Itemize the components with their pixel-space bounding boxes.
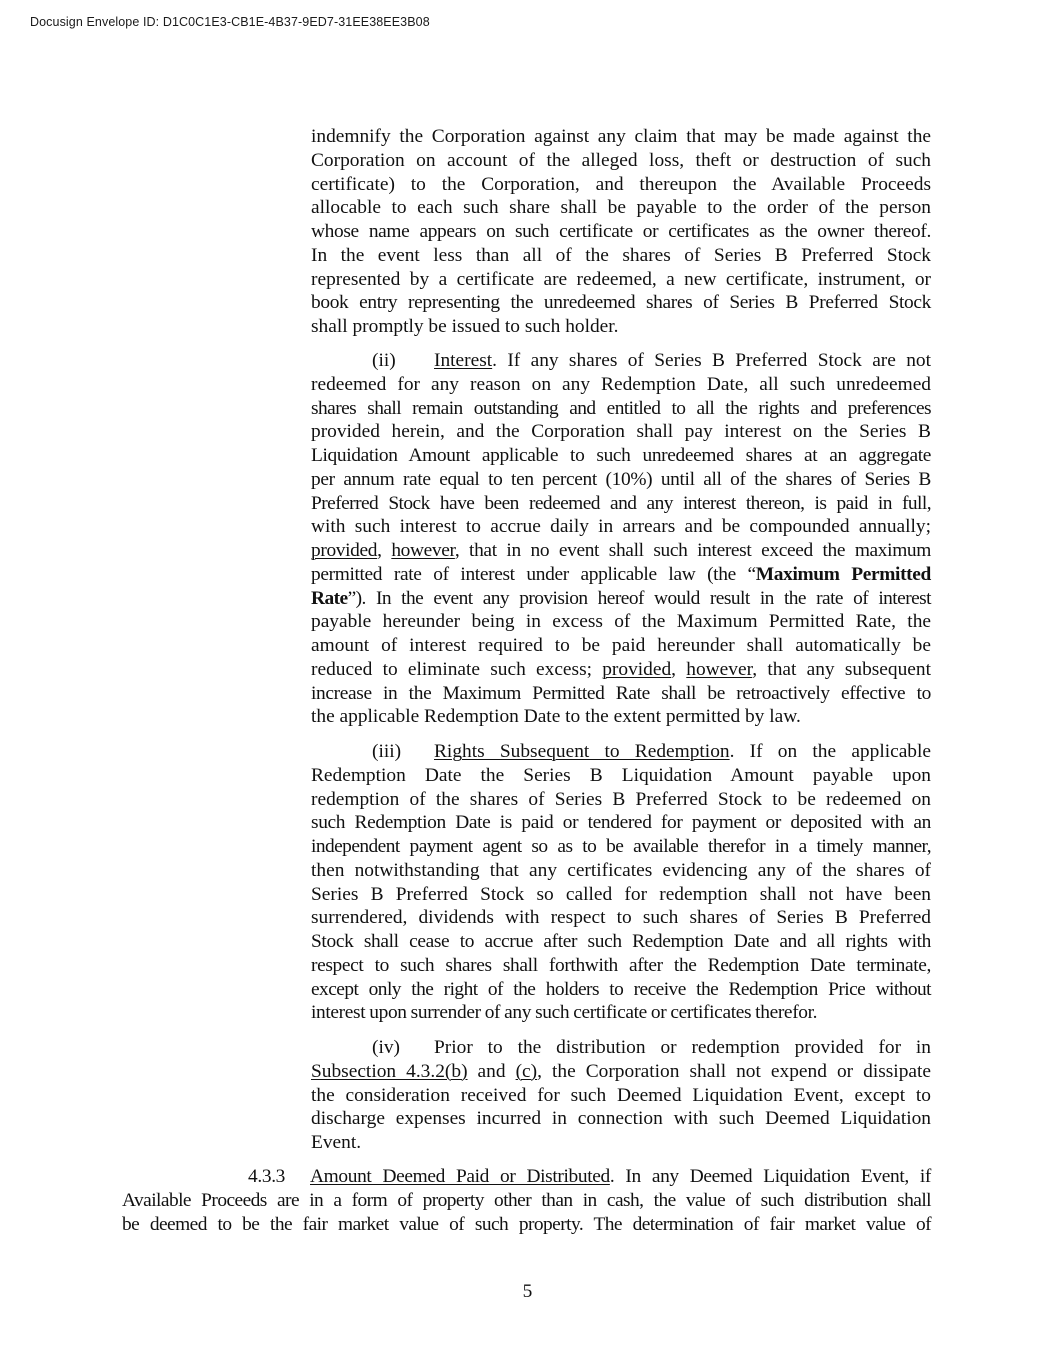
text-fragment: and <box>467 1060 516 1082</box>
item-number: (iv) <box>372 1037 400 1058</box>
text-line: Event. <box>311 1132 362 1153</box>
text-line <box>311 539 931 563</box>
text-line: shares shall remain outstanding and entitled to all the rights and preferences <box>311 397 931 419</box>
text-line: such Redemption Date is paid or tendered for payment or deposited with an <box>311 812 931 834</box>
text-line <box>311 587 931 611</box>
defined-term-however: however <box>391 540 455 561</box>
defined-term-provided: provided <box>602 658 672 680</box>
text-line: independent payment agent so as to be available therefor in a timely manner, <box>311 836 931 857</box>
text-line <box>122 1165 931 1189</box>
text-fragment: Prior to the distribution or redemption provided for in <box>434 1037 931 1058</box>
envelope-id-header: Docusign Envelope ID: D1C0C1E3-CB1E-4B37-9ED7-31EE38EE3B08 <box>30 15 430 29</box>
text-line: provided herein, and the Corporation shall pay interest on the Series B <box>311 421 931 443</box>
text-line: Preferred Stock have been redeemed and any interest thereon, is paid in full, <box>311 492 931 514</box>
text-line: Corporation on account of the alleged loss, theft or destruction of such <box>311 149 931 171</box>
text-line <box>311 563 931 587</box>
paragraph-continuation <box>311 125 931 339</box>
paragraph-ii-interest <box>311 349 931 729</box>
text-fragment: . In any Deemed Liquidation Event, if <box>609 1166 931 1187</box>
text-fragment: reduced to eliminate such excess; <box>311 658 603 680</box>
item-number: (ii) <box>372 350 396 371</box>
text-fragment: , that any subsequent <box>752 658 931 680</box>
text-line: certificate) to the Corporation, and thereupon the Available Proceeds <box>311 173 931 195</box>
defined-term-provided: provided <box>311 540 378 561</box>
text-line <box>311 658 931 682</box>
text-fragment: permitted rate of interest under applicable law (the “ <box>311 563 756 585</box>
section-heading: Amount Deemed Paid or Distributed <box>310 1166 610 1187</box>
text-line: respect to such shares shall forthwith after the Redemption Date terminate, <box>311 954 931 976</box>
text-line: be deemed to be the fair market value of such property. The determination of fair market value of <box>122 1213 931 1235</box>
text-line <box>311 740 931 764</box>
text-fragment: , <box>377 540 382 561</box>
text-line: book entry representing the unredeemed shares of Series B Preferred Stock <box>311 292 931 314</box>
text-line: redeemed for any reason on any Redemption Date, all such unredeemed <box>311 373 931 395</box>
text-line: with such interest to accrue daily in arrears and be compounded annually; <box>311 516 931 538</box>
text-line: Redemption Date the Series B Liquidation Amount payable upon <box>311 764 931 786</box>
defined-term-however: however <box>686 658 753 680</box>
defined-term-maximum-permitted: Maximum Permitted <box>755 563 931 585</box>
text-fragment: ”). In the event any provision hereof would result in the rate of interest <box>347 587 931 609</box>
text-line: the consideration received for such Deemed Liquidation Event, except to <box>311 1084 931 1106</box>
text-line: discharge expenses incurred in connection with such Deemed Liquidation <box>311 1108 931 1130</box>
text-line: Stock shall cease to accrue after such Redemption Date and all rights with <box>311 931 931 952</box>
text-line: Series B Preferred Stock so called for redemption shall not have been <box>311 883 931 905</box>
section-4-3-3 <box>122 1165 931 1236</box>
text-line: Available Proceeds are in a form of property other than in cash, the value of such distribution shall <box>122 1189 931 1211</box>
page-number: 5 <box>522 1281 533 1302</box>
text-fragment: , the Corporation shall not expend or dissipate <box>537 1060 931 1082</box>
text-line: interest upon surrender of any such certificate or certificates therefor. <box>311 1002 818 1024</box>
text-fragment: . If on the applicable <box>729 741 931 762</box>
text-line: In the event less than all of the shares of Series B Preferred Stock <box>311 244 931 266</box>
paragraph-iii-rights-subsequent <box>311 740 931 1025</box>
item-number: (iii) <box>372 741 402 762</box>
text-line: then notwithstanding that any certificates evidencing any of the shares of <box>311 859 931 881</box>
text-line: per annum rate equal to ten percent (10%) until all of the shares of Series B <box>311 468 931 490</box>
text-line: represented by a certificate are redeemed, a new certificate, instrument, or <box>311 268 931 290</box>
text-line: shall promptly be issued to such holder. <box>311 316 619 337</box>
cross-reference-subsection-4-3-2-b[interactable]: Subsection 4.3.2(b) <box>311 1060 468 1082</box>
text-line: allocable to each such share shall be payable to the order of the person <box>311 197 931 219</box>
text-line: the applicable Redemption Date to the extent permitted by law. <box>311 706 801 728</box>
text-fragment: , that in no event shall such interest exceed the maximum <box>454 540 932 561</box>
text-line: Liquidation Amount applicable to such unredeemed shares at an aggregate <box>311 445 931 466</box>
defined-term-rate: Rate <box>311 587 348 609</box>
text-fragment: , <box>671 658 677 680</box>
text-line <box>311 1036 931 1060</box>
text-line: redemption of the shares of Series B Preferred Stock to be redeemed on <box>311 788 931 810</box>
section-heading: Rights Subsequent to Redemption <box>434 741 730 762</box>
text-line: increase in the Maximum Permitted Rate shall be retroactively effective to <box>311 682 931 704</box>
text-line: amount of interest required to be paid hereunder shall automatically be <box>311 635 931 656</box>
paragraph-iv <box>311 1036 931 1155</box>
section-heading: Interest <box>434 350 493 371</box>
text-line <box>311 1060 931 1084</box>
text-line: indemnify the Corporation against any claim that may be made against the <box>311 126 931 147</box>
text-line: surrendered, dividends with respect to such shares of Series B Preferred <box>311 907 931 929</box>
section-number: 4.3.3 <box>248 1166 286 1187</box>
text-line <box>311 349 931 373</box>
cross-reference-c[interactable]: (c) <box>515 1060 538 1082</box>
text-line: payable hereunder being in excess of the Maximum Permitted Rate, the <box>311 611 931 633</box>
text-line: whose name appears on such certificate or certificates as the owner thereof. <box>311 221 931 242</box>
text-line: except only the right of the holders to receive the Redemption Price without <box>311 978 931 1000</box>
text-fragment: . If any shares of Series B Preferred Stock are not <box>492 350 931 371</box>
